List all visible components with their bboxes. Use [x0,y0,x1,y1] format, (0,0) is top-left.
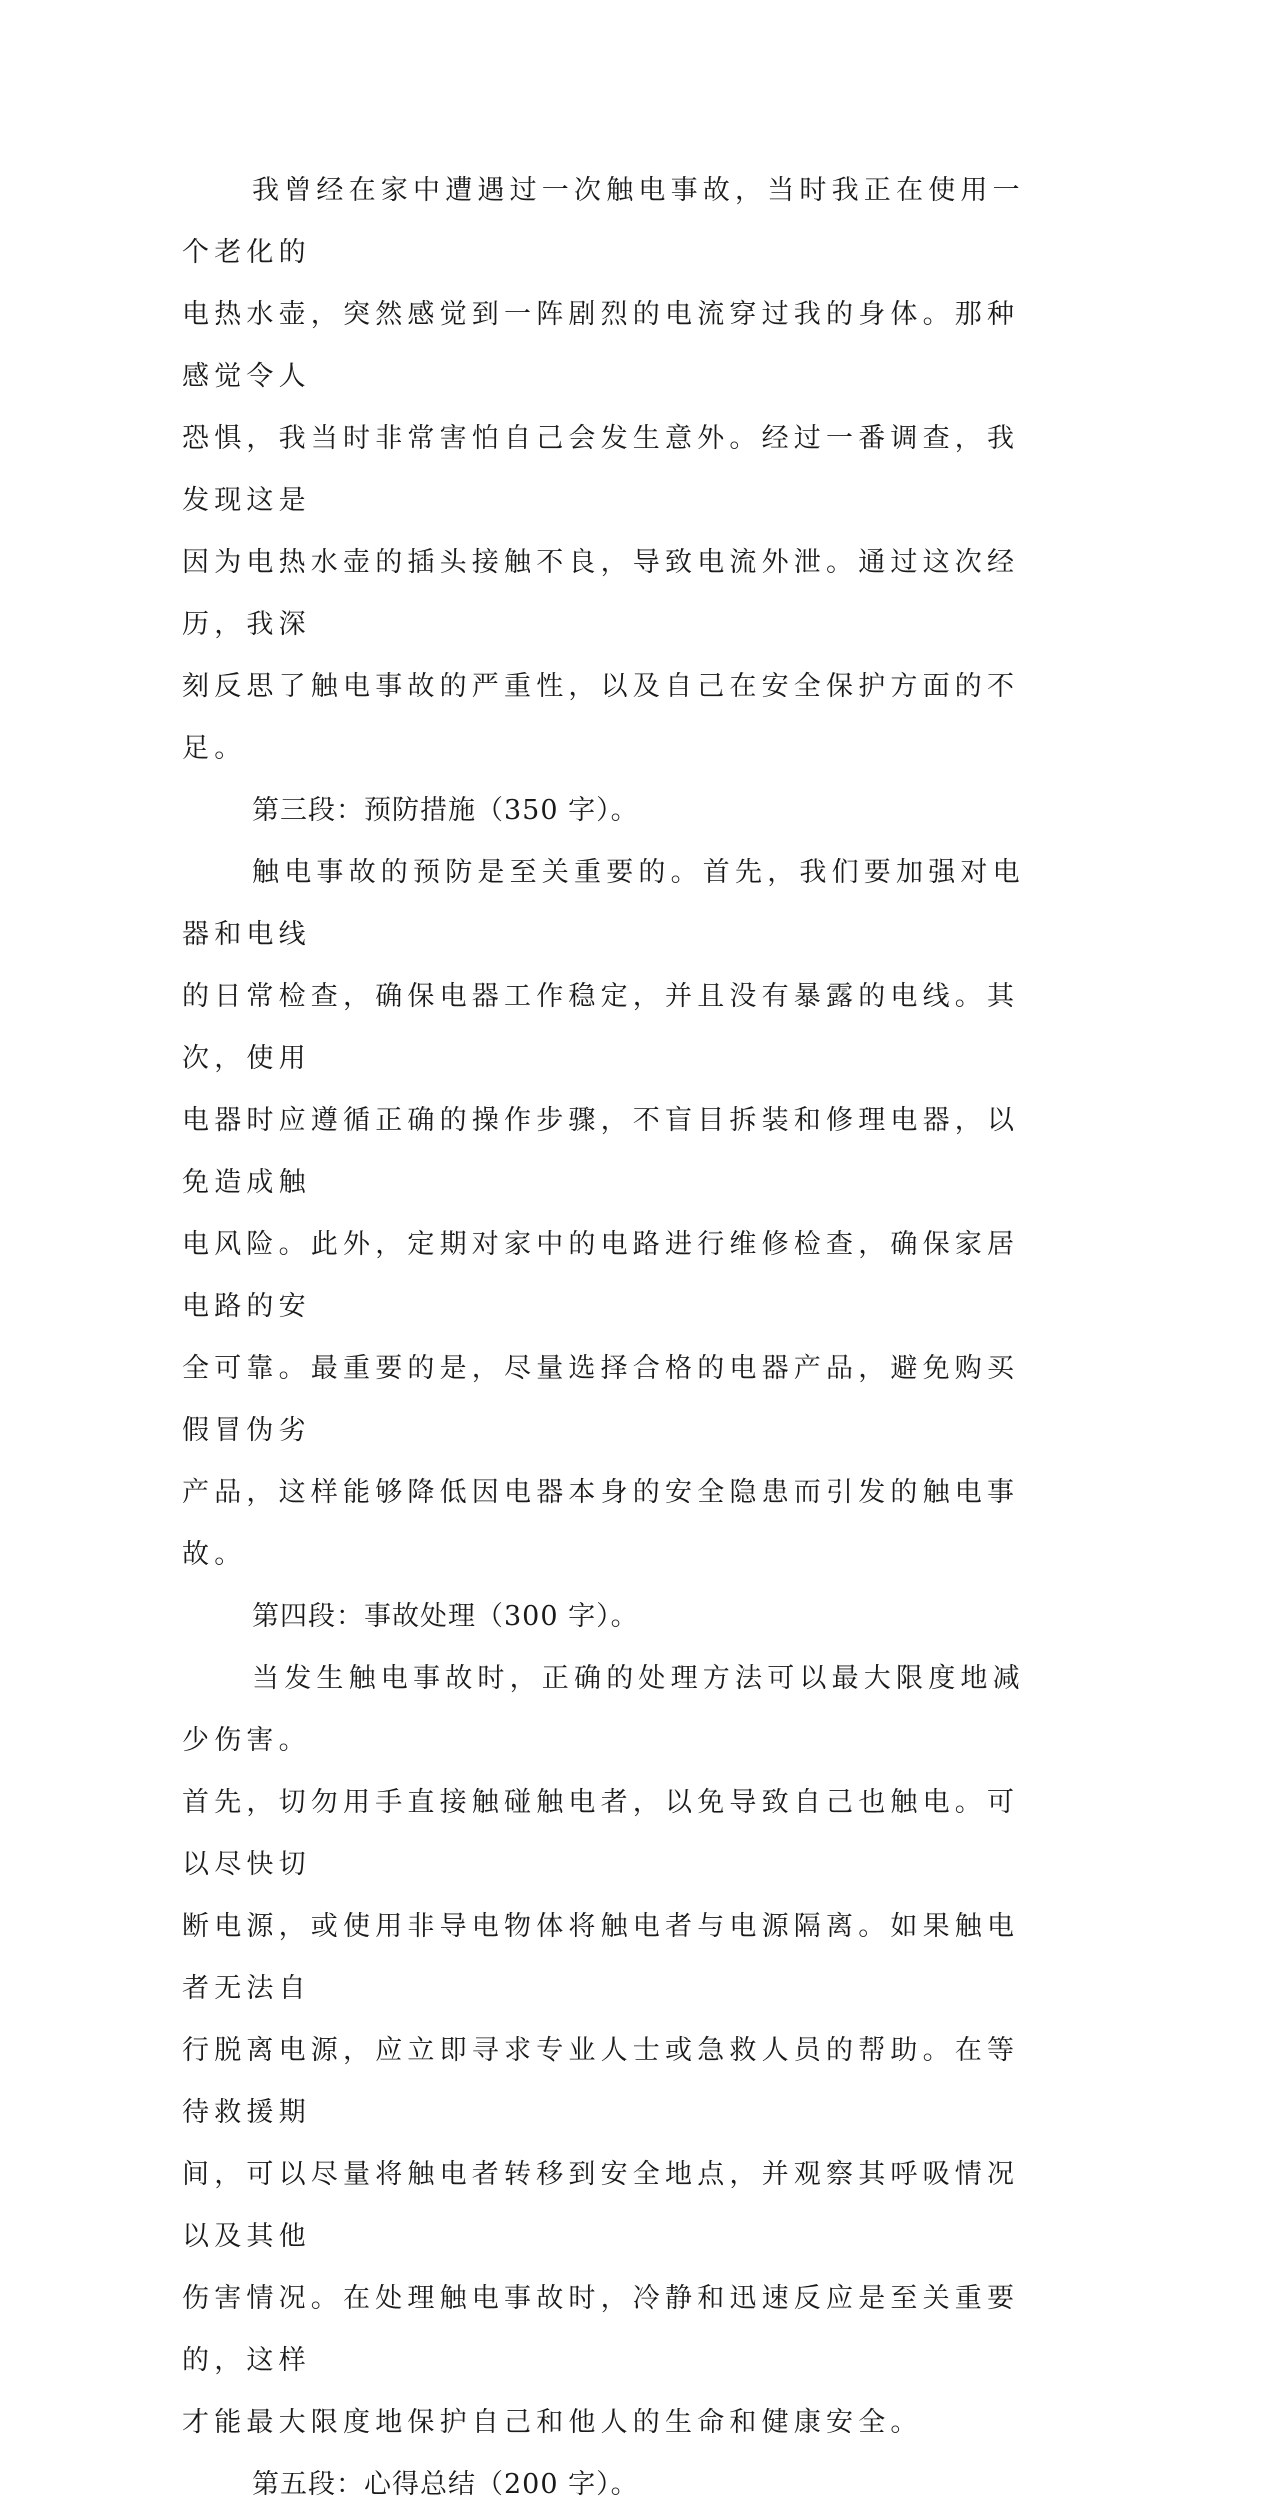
paragraph-handling [182,1648,1042,2454]
section-heading-prevention [182,780,1042,842]
section-heading-summary [182,2454,1042,2516]
text-line: 刻反思了触电事故的严重性，以及自己在安全保护方面的不足。 [182,671,1020,764]
text-line: 产品，这样能够降低因电器本身的安全隐患而引发的触电事故。 [182,1477,1020,1570]
text-line: 的日常检查，确保电器工作稳定，并且没有暴露的电线。其次，使用 [182,981,1020,1074]
text-line: 当发生触电事故时，正确的处理方法可以最大限度地减少伤害。 [182,1663,1025,1756]
text-line: 我曾经在家中遭遇过一次触电事故，当时我正在使用一个老化的 [182,175,1025,268]
text-line: 断电源，或使用非导电物体将触电者与电源隔离。如果触电者无法自 [182,1911,1020,2004]
text-line: 电器时应遵循正确的操作步骤，不盲目拆装和修理电器，以免造成触 [182,1105,1020,1198]
text-line: 因为电热水壶的插头接触不良，导致电流外泄。通过这次经历，我深 [182,547,1020,640]
text-line: 全可靠。最重要的是，尽量选择合格的电器产品，避免购买假冒伪劣 [182,1353,1020,1446]
paragraph-prevention [182,842,1042,1586]
text-line: 电风险。此外，定期对家中的电路进行维修检查，确保家居电路的安 [182,1229,1020,1322]
document-body [182,160,1042,2516]
text-line: 伤害情况。在处理触电事故时，冷静和迅速反应是至关重要的，这样 [182,2283,1020,2376]
text-line: 行脱离电源，应立即寻求专业人士或急救人员的帮助。在等待救援期 [182,2035,1020,2128]
text-line: 触电事故的预防是至关重要的。首先，我们要加强对电器和电线 [182,857,1025,950]
heading-text: 第五段：心得总结（200 字）。 [252,2469,639,2500]
text-line: 首先，切勿用手直接触碰触电者，以免导致自己也触电。可以尽快切 [182,1787,1020,1880]
section-heading-handling [182,1586,1042,1648]
text-line: 电热水壶，突然感觉到一阵剧烈的电流穿过我的身体。那种感觉令人 [182,299,1020,392]
text-line: 恐惧，我当时非常害怕自己会发生意外。经过一番调查，我发现这是 [182,423,1020,516]
heading-text: 第四段：事故处理（300 字）。 [252,1601,639,1632]
text-line: 间，可以尽量将触电者转移到安全地点，并观察其呼吸情况以及其他 [182,2159,1020,2252]
heading-text: 第三段：预防措施（350 字）。 [252,795,639,826]
paragraph-accident-experience [182,160,1042,780]
text-line: 才能最大限度地保护自己和他人的生命和健康安全。 [182,2407,923,2438]
